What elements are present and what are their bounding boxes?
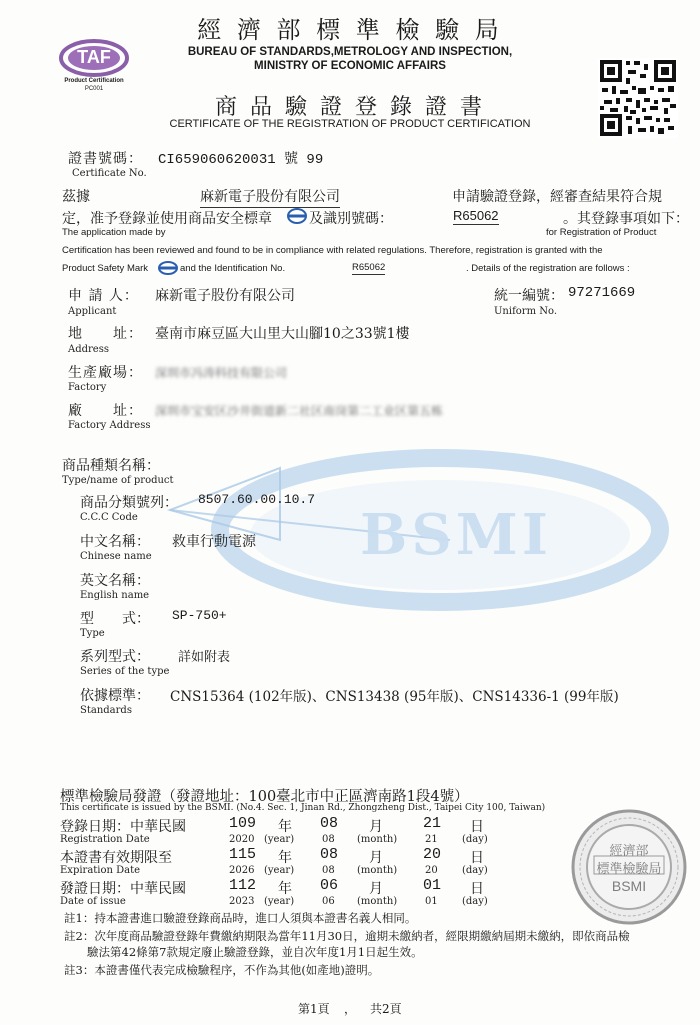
bsmi-watermark xyxy=(150,440,670,620)
registration-month: 08 xyxy=(320,815,339,832)
issue-ad-year: 2023 xyxy=(229,896,255,907)
factory-address-value: 深圳市宝安区沙井街道新二社区南岗第二工业区第五栋 xyxy=(155,404,444,418)
statement-line1-start: 茲據 xyxy=(62,189,90,205)
model-label-en: Type xyxy=(80,628,105,639)
expiration-year-unit-en: (year) xyxy=(264,865,295,876)
applicant-label-en: Applicant xyxy=(68,306,117,317)
model-value: SP-750+ xyxy=(172,608,227,623)
bureau-title-en-2: MINISTRY OF ECONOMIC AFFAIRS xyxy=(254,60,446,72)
issue-roc-year: 112 xyxy=(229,877,257,894)
factory-value: 深圳市冯涛科技有限公司 xyxy=(155,366,288,380)
registration-ad-day: 21 xyxy=(425,834,438,845)
standards-label: 依據標準： xyxy=(80,688,150,704)
uniform-no-label-en: Uniform No. xyxy=(494,306,558,317)
expiration-ad-month: 08 xyxy=(322,865,335,876)
factory-address-label: 廠 址： xyxy=(68,403,143,419)
expiration-month: 08 xyxy=(320,846,339,863)
issue-day-unit-en: (day) xyxy=(462,896,488,907)
page-number: 第1頁 xyxy=(298,1002,330,1016)
applicant-value: 麻新電子股份有限公司 xyxy=(155,288,295,304)
factory-label-en: Factory xyxy=(68,382,107,393)
statement-company: 麻新電子股份有限公司 xyxy=(200,186,340,208)
certificate-no-label-en: Certificate No. xyxy=(72,168,147,179)
statement-line2-start: 定，准予登錄並使用商品安全標章 xyxy=(62,211,272,227)
chinese-name-value: 救車行動電源 xyxy=(172,534,256,550)
seal-mid-text: 標準檢驗局 xyxy=(596,862,662,877)
product-type-label: 商品種類名稱： xyxy=(62,458,160,474)
bsmi-watermark-text: BSMI xyxy=(360,502,552,568)
series-label: 系列型式： xyxy=(80,649,150,665)
registration-ad-year: 2020 xyxy=(229,834,255,845)
issue-day: 01 xyxy=(423,877,442,894)
expiration-month-unit-en: (month) xyxy=(357,865,398,876)
taf-code: PC001 xyxy=(84,86,104,92)
issue-year-unit-en: (year) xyxy=(264,896,295,907)
uniform-no-value: 97271669 xyxy=(568,285,636,301)
series-label-en: Series of the type xyxy=(80,666,170,677)
statement-en-3c: . Details of the registration are follows : xyxy=(466,263,630,274)
certificate-no-value: CI659060620031 號 99 xyxy=(158,152,324,168)
issue-day-unit: 日 xyxy=(470,881,484,897)
statement-en-1b: for Registration of Product xyxy=(546,227,657,238)
note-2-cont: 驗法第42條第7款規定廢止驗證登錄，並自次年度1月1日起生效。 xyxy=(64,945,423,959)
statement-line1-end: 申請驗證登錄，經審查結果符合規 xyxy=(452,189,662,205)
registration-day: 21 xyxy=(423,815,442,832)
taf-logo-text: TAF xyxy=(77,47,111,67)
address-label-en: Address xyxy=(68,344,109,355)
registration-month-unit: 月 xyxy=(369,819,383,835)
certificate-title-en: CERTIFICATE OF THE REGISTRATION OF PRODUCT CERTIFICATION xyxy=(169,118,531,130)
official-seal xyxy=(570,808,688,926)
issue-date-label-en: Date of issue xyxy=(60,896,126,907)
note-2: 註2：次年度商品驗證登錄年費繳納期限為當年11月30日，逾期未繳納者，經限期繳納屆期未繳納，即依商品檢 xyxy=(64,929,630,943)
ccc-code-value: 8507.60.00.10.7 xyxy=(198,492,316,507)
registration-year-unit-en: (year) xyxy=(264,834,295,845)
statement-line2-end: 。其登錄事項如下： xyxy=(563,211,689,227)
issue-month: 06 xyxy=(320,877,339,894)
ccc-code-label-en: C.C.C Code xyxy=(80,512,138,523)
chinese-name-label: 中文名稱： xyxy=(80,534,150,550)
statement-en-3a: Product Safety Mark xyxy=(62,263,149,274)
standards-value: CNS15364 (102年版)、CNS13438 (95年版)、CNS14336-1 (99年版) xyxy=(170,689,619,705)
factory-label: 生產廠場： xyxy=(68,365,143,381)
registration-roc-year: 109 xyxy=(229,815,257,832)
chinese-name-label-en: Chinese name xyxy=(80,551,152,562)
expiration-ad-day: 20 xyxy=(425,865,438,876)
registration-day-unit-en: (day) xyxy=(462,834,488,845)
certificate-no-label: 證書號碼： xyxy=(68,151,143,167)
bureau-title-cn: 經 濟 部 標 準 檢 驗 局 xyxy=(197,16,503,44)
issue-month-unit-en: (month) xyxy=(357,896,398,907)
registration-month-unit-en: (month) xyxy=(357,834,398,845)
bsmi-safety-mark-icon xyxy=(158,261,178,275)
statement-en-1a: The application made by xyxy=(62,227,166,238)
registration-ad-month: 08 xyxy=(322,834,335,845)
expiration-roc-year: 115 xyxy=(229,846,257,863)
expiration-day-unit: 日 xyxy=(470,850,484,866)
ccc-code-label: 商品分類號列： xyxy=(80,495,178,511)
standards-label-en: Standards xyxy=(80,705,132,716)
issue-ad-day: 01 xyxy=(425,896,438,907)
page-separator: ， xyxy=(344,1002,357,1016)
applicant-label: 申 請 人： xyxy=(68,288,139,304)
registration-year-unit: 年 xyxy=(278,819,292,835)
bsmi-safety-mark-icon xyxy=(287,208,307,224)
statement-en-3b: and the Identification No. xyxy=(180,263,286,274)
taf-subtitle: Product Certification xyxy=(64,78,124,84)
expiration-date-label: 本證書有效期限至 xyxy=(60,850,172,866)
expiration-ad-year: 2026 xyxy=(229,865,255,876)
bureau-title-en-1: BUREAU OF STANDARDS,METROLOGY AND INSPECTION, xyxy=(187,46,513,58)
note-3: 註3：本證書僅代表完成檢驗程序，不作為其他(如產地)證明。 xyxy=(64,963,380,977)
address-value: 臺南市麻豆區大山里大山腳10之33號1樓 xyxy=(155,326,410,342)
note-1: 註1：持本證書進口驗證登錄商品時，進口人須與本證書名義人相同。 xyxy=(64,911,417,925)
registration-day-unit: 日 xyxy=(470,819,484,835)
expiration-date-label-en: Expiration Date xyxy=(60,865,141,876)
issuer-line-en: This certificate is issued by the BSMI. (No.4. Sec. 1, Jinan Rd., Zhongzheng Dist., Taipei City 100, Taiwan) xyxy=(60,803,546,813)
seal-top-text: 經濟部 xyxy=(609,844,649,859)
issue-month-unit: 月 xyxy=(369,881,383,897)
issuer-line-cn: 標準檢驗局發證（發證地址：100臺北市中正區濟南路1段4號） xyxy=(60,789,469,805)
issue-date-label: 發證日期：中華民國 xyxy=(60,881,186,897)
uniform-no-label: 統一編號： xyxy=(494,288,564,304)
expiration-year-unit: 年 xyxy=(278,850,292,866)
expiration-day: 20 xyxy=(423,846,442,863)
english-name-label-en: English name xyxy=(80,590,150,601)
statement-id-code: R65062 xyxy=(453,208,499,223)
registration-date-label-en: Registration Date xyxy=(60,834,150,845)
registration-date-label: 登錄日期：中華民國 xyxy=(60,819,186,835)
expiration-month-unit: 月 xyxy=(369,850,383,866)
factory-address-label-en: Factory Address xyxy=(68,420,151,431)
issue-year-unit: 年 xyxy=(278,881,292,897)
model-label: 型 式： xyxy=(80,611,150,627)
page-total: 共2頁 xyxy=(370,1002,402,1016)
statement-line2-mid: 及識別號碼： xyxy=(309,211,393,227)
seal-bottom-text: BSMI xyxy=(611,878,647,894)
expiration-day-unit-en: (day) xyxy=(462,865,488,876)
issue-ad-month: 06 xyxy=(322,896,335,907)
product-type-label-en: Type/name of product xyxy=(62,475,174,486)
series-value: 詳如附表 xyxy=(178,650,231,665)
statement-en-2: Certification has been reviewed and found to be in compliance with related regulations. Therefore, registration is granted with the xyxy=(62,245,603,256)
certificate-title-cn: 商 品 驗 證 登 錄 證 書 xyxy=(215,95,485,120)
address-label: 地 址： xyxy=(68,326,143,342)
english-name-label: 英文名稱： xyxy=(80,573,150,589)
statement-en-3-id: R65062 xyxy=(352,262,386,273)
